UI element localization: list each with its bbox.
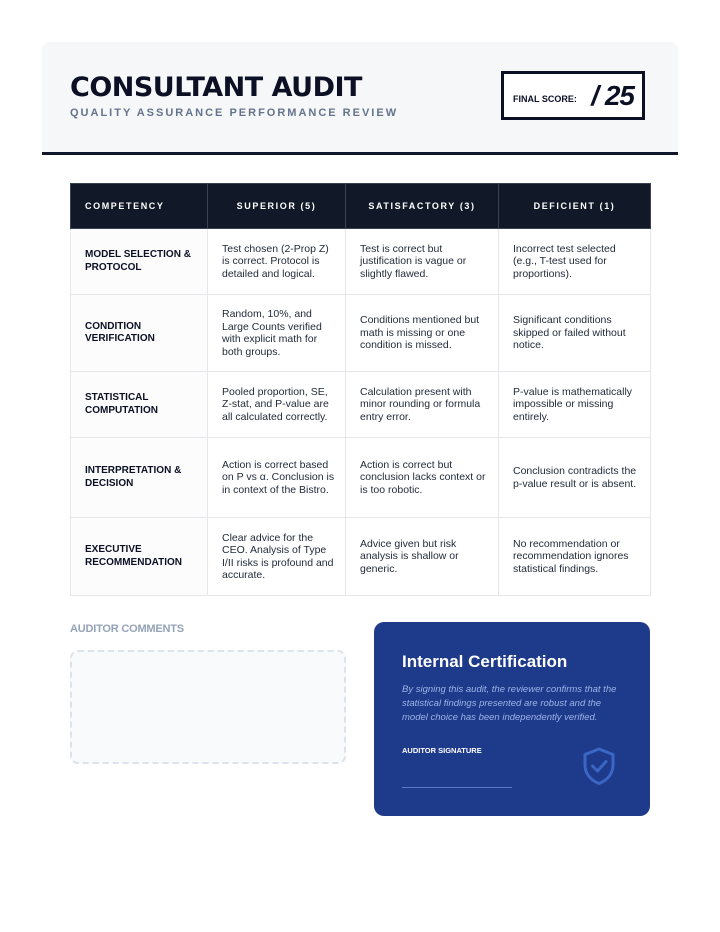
table-row	[71, 372, 651, 438]
signature-line[interactable]	[402, 787, 512, 788]
page-title: CONSULTANT AUDIT	[70, 72, 362, 103]
final-score-box	[501, 71, 645, 120]
satisfactory-cell: Conditions mentioned but math is missing or one condition is missed.	[346, 295, 499, 372]
certification-card	[374, 622, 650, 816]
criterion-cell: INTERPRETATION & DECISION	[71, 438, 208, 518]
deficient-cell: No recommendation or recommendation ignores statistical findings.	[499, 518, 651, 596]
auditor-signature-label: AUDITOR SIGNATURE	[402, 746, 482, 755]
rubric-table	[70, 183, 651, 596]
superior-cell: Clear advice for the CEO. Analysis of Type I/II risks is profound and accurate.	[208, 518, 346, 596]
criterion-cell: STATISTICAL COMPUTATION	[71, 372, 208, 438]
shield-check-icon	[581, 746, 617, 786]
deficient-cell: Incorrect test selected (e.g., T-test used for proportions).	[499, 229, 651, 295]
page-subtitle: QUALITY ASSURANCE PERFORMANCE REVIEW	[70, 107, 399, 119]
column-header-competency: COMPETENCY	[71, 184, 208, 229]
criterion-cell: EXECUTIVE RECOMMENDATION	[71, 518, 208, 596]
certification-title: Internal Certification	[402, 652, 568, 671]
satisfactory-cell: Test is correct but justification is vague or slightly flawed.	[346, 229, 499, 295]
table-row	[71, 295, 651, 372]
criterion-cell: CONDITION VERIFICATION	[71, 295, 208, 372]
criterion-cell: MODEL SELECTION & PROTOCOL	[71, 229, 208, 295]
column-header-superior: SUPERIOR (5)	[208, 184, 346, 229]
table-row	[71, 518, 651, 596]
deficient-cell: Conclusion contradicts the p-value result or is absent.	[499, 438, 651, 518]
satisfactory-cell: Action is correct but conclusion lacks context or is too robotic.	[346, 438, 499, 518]
rubric-header-row	[71, 184, 651, 229]
deficient-cell: Significant conditions skipped or failed without notice.	[499, 295, 651, 372]
superior-cell: Random, 10%, and Large Counts verified with explicit math for both groups.	[208, 295, 346, 372]
column-header-deficient: DEFICIENT (1)	[499, 184, 651, 229]
satisfactory-cell: Calculation present with minor rounding or formula entry error.	[346, 372, 499, 438]
table-row	[71, 438, 651, 518]
auditor-comments-box[interactable]	[70, 650, 346, 764]
deficient-cell: P-value is mathematically impossible or missing entirely.	[499, 372, 651, 438]
table-row	[71, 229, 651, 295]
superior-cell: Pooled proportion, SE, Z-stat, and P-value are all calculated correctly.	[208, 372, 346, 438]
certification-text: By signing this audit, the reviewer confirms that the statistical findings presented are robust and the model choice has been independently verified.	[402, 684, 617, 723]
final-score-value: / 25	[591, 80, 634, 111]
header-divider	[42, 152, 678, 155]
final-score-label: FINAL SCORE:	[513, 94, 577, 104]
superior-cell: Action is correct based on P vs α. Conclusion is in context of the Bistro.	[208, 438, 346, 518]
header	[42, 42, 678, 152]
satisfactory-cell: Advice given but risk analysis is shallow or generic.	[346, 518, 499, 596]
auditor-comments-label: AUDITOR COMMENTS	[70, 623, 184, 635]
superior-cell: Test chosen (2-Prop Z) is correct. Protocol is detailed and logical.	[208, 229, 346, 295]
column-header-satisfactory: SATISFACTORY (3)	[346, 184, 499, 229]
